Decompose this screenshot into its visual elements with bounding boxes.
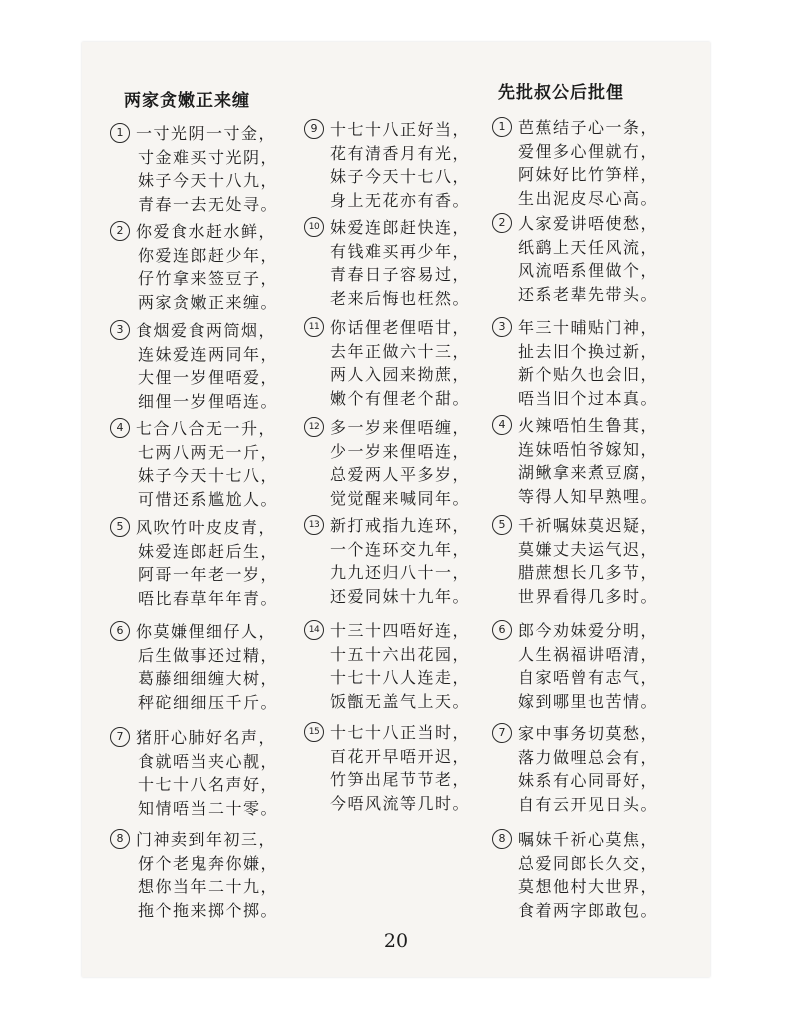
verse-line: 寸金难买寸光阴，	[138, 147, 279, 167]
verse-number: 5	[492, 515, 512, 535]
verse-line: 食就唔当夹心靓，	[138, 751, 279, 771]
verse-line: 你爱连郎赶少年，	[138, 245, 279, 265]
verse-line: 纸鹞上天任风流，	[518, 237, 659, 257]
verse-line: 人生祸福讲唔清，	[518, 644, 659, 664]
verse-line: 仔竹拿来签豆子，	[138, 269, 279, 288]
verse-line: 少一岁来俚唔连，	[330, 441, 471, 461]
verse-line: 竹笋出尾节节老，	[330, 770, 471, 789]
verse-line: 年三十晡贴门神，	[518, 318, 659, 337]
verse-line: 身上无花亦有香。	[330, 190, 471, 210]
verse-line: 可惜还系尴尬人。	[138, 489, 279, 509]
verse-number: 4	[110, 418, 130, 438]
verse-line: 青春日子容易过，	[330, 265, 471, 284]
verse-line: 饭甑无盖气上天。	[330, 691, 471, 711]
verse-line: 郎今劝妹爱分明，	[518, 621, 659, 640]
verse-line: 有钱难买再少年，	[330, 241, 471, 261]
verse-line: 拖个拖来掷个掷。	[138, 900, 279, 920]
verse-line: 新个贴久也会旧，	[518, 365, 659, 384]
verse-line: 百花开早唔开迟，	[330, 746, 471, 766]
verse-line: 妹爱连郎赶后生，	[138, 541, 279, 561]
verse-line: 七合八合无一升，	[136, 419, 277, 438]
verse-line: 十七十八人连走，	[330, 668, 471, 687]
verse-line: 十五十六出花园，	[330, 644, 471, 664]
verse-line: 你莫嫌俚细仔人，	[136, 622, 277, 641]
verse-line: 自家唔曾有志气，	[518, 668, 659, 687]
verse-number: 2	[492, 213, 512, 233]
verse-line: 两家贪嫩正来缠。	[138, 292, 279, 312]
verse-line: 莫想他村大世界，	[518, 877, 659, 896]
verse-line: 七两八两无一斤，	[138, 442, 279, 462]
verse-line: 秤砣细细压千斤。	[138, 692, 279, 712]
verse-line: 多一岁来俚唔缠，	[330, 418, 471, 437]
verse-line: 细俚一岁俚唔连。	[138, 391, 279, 411]
verse-number: 13	[304, 515, 324, 535]
book-page	[82, 42, 710, 977]
verse-line: 总爱同郎长久交，	[518, 853, 659, 873]
section-title: 先批叔公后批俚	[498, 83, 624, 103]
verse-number: 2	[110, 221, 130, 241]
verse-line: 嘱妹千祈心莫焦，	[518, 830, 659, 849]
verse-line: 食着两字郎敢包。	[518, 900, 659, 920]
verse-line: 一个连环交九年，	[330, 539, 471, 559]
verse-line: 莫嫌丈夫运气迟，	[518, 539, 659, 559]
verse-line: 世界看得几多时。	[518, 586, 659, 606]
verse-line: 阿妹好比竹笋样，	[518, 165, 659, 184]
verse-number: 8	[492, 829, 512, 849]
verse-line: 两人入园来拗蔗，	[330, 365, 471, 384]
verse-line: 猪肝心肺好名声，	[136, 728, 277, 747]
verse-line: 想你当年二十九，	[138, 877, 279, 896]
verse-line: 你爱食水赶水鲜，	[136, 222, 277, 241]
verse-number: 1	[492, 117, 512, 137]
verse-line: 风流唔系俚做个，	[518, 261, 659, 280]
verse-line: 腊蔗想长几多节，	[518, 563, 659, 582]
verse-line: 老来后悔也枉然。	[330, 288, 471, 308]
verse-line: 自有云开见日头。	[518, 794, 659, 814]
verse-line: 十三十四唔好连，	[330, 621, 471, 640]
verse-line: 一寸光阴一寸金，	[136, 124, 277, 143]
verse-line: 落力做哩总会有，	[518, 747, 659, 767]
verse-line: 妹爱连郎赶快连，	[330, 218, 471, 237]
verse-line: 九九还归八十一，	[330, 563, 471, 582]
verse-line: 湖鳅拿来煮豆腐，	[518, 463, 659, 482]
verse-line: 总爱两人平多岁，	[330, 465, 471, 484]
verse-line: 阿哥一年老一岁，	[138, 565, 279, 584]
verse-line: 新打戒指九连环，	[330, 516, 471, 535]
section-title: 两家贪嫩正来缠	[124, 91, 250, 111]
verse-line: 千祈嘱妹莫迟疑，	[518, 516, 659, 535]
verse-line: 嫩个有俚老个甜。	[330, 388, 471, 408]
verse-line: 人家爱讲唔使愁，	[518, 214, 659, 233]
verse-line: 扯去旧个换过新，	[518, 341, 659, 361]
verse-line: 风吹竹叶皮皮青，	[136, 518, 277, 537]
verse-line: 食烟爱食两筒烟，	[136, 321, 277, 340]
verse-number: 11	[304, 317, 324, 337]
verse-line: 知情唔当二十零。	[138, 798, 279, 818]
verse-number: 3	[110, 320, 130, 340]
verse-number: 5	[110, 517, 130, 537]
verse-number: 7	[110, 727, 130, 747]
verse-line: 妹子今天十八九，	[138, 171, 279, 190]
verse-line: 妹子今天十七八，	[138, 466, 279, 485]
verse-line: 伢个老鬼奔你嫌，	[138, 853, 279, 873]
verse-line: 十七十八名声好，	[138, 775, 279, 794]
verse-number: 12	[304, 417, 324, 437]
verse-line: 还系老辈先带头。	[518, 284, 659, 304]
verse-line: 连妹唔怕爷嫁知，	[518, 439, 659, 459]
verse-number: 6	[492, 620, 512, 640]
verse-number: 10	[304, 217, 324, 237]
verse-line: 十七十八正好当，	[330, 120, 471, 139]
verse-line: 今唔风流等几时。	[330, 793, 471, 813]
verse-line: 十七十八正当时，	[330, 723, 471, 742]
verse-line: 火辣唔怕生鲁萁，	[518, 416, 659, 435]
verse-line: 唔当旧个过本真。	[518, 388, 659, 408]
verse-number: 7	[492, 723, 512, 743]
page-number: 20	[383, 930, 409, 952]
verse-line: 门神卖到年初三，	[136, 830, 277, 849]
verse-line: 花有清香月有光，	[330, 143, 471, 163]
verse-line: 后生做事还过精，	[138, 645, 279, 665]
verse-line: 连妹爱连两同年，	[138, 344, 279, 364]
verse-line: 家中事务切莫愁，	[518, 724, 659, 743]
verse-line: 生出泥皮尽心高。	[518, 188, 659, 208]
verse-line: 你话俚老俚唔甘，	[330, 318, 471, 337]
verse-number: 4	[492, 415, 512, 435]
verse-line: 等得人知早熟哩。	[518, 486, 659, 506]
verse-line: 唔比春草年年青。	[138, 588, 279, 608]
verse-line: 葛藤细细缠大树，	[138, 669, 279, 688]
verse-number: 14	[304, 620, 324, 640]
verse-line: 去年正做六十三，	[330, 341, 471, 361]
verse-line: 大俚一岁俚唔爱，	[138, 368, 279, 387]
verse-line: 青春一去无处寻。	[138, 194, 279, 214]
verse-number: 15	[304, 722, 324, 742]
verse-number: 6	[110, 621, 130, 641]
verse-line: 妹子今天十七八，	[330, 167, 471, 186]
verse-line: 还爱同妹十九年。	[330, 586, 471, 606]
verse-number: 8	[110, 829, 130, 849]
verse-line: 嫁到哪里也苦情。	[518, 691, 659, 711]
verse-line: 妹系有心同哥好，	[518, 771, 659, 790]
verse-number: 1	[110, 123, 130, 143]
verse-number: 3	[492, 317, 512, 337]
verse-line: 爱俚多心俚就冇，	[518, 141, 659, 161]
verse-line: 芭蕉结子心一条，	[518, 118, 659, 137]
verse-line: 觉觉醒来喊同年。	[330, 488, 471, 508]
verse-number: 9	[304, 119, 324, 139]
